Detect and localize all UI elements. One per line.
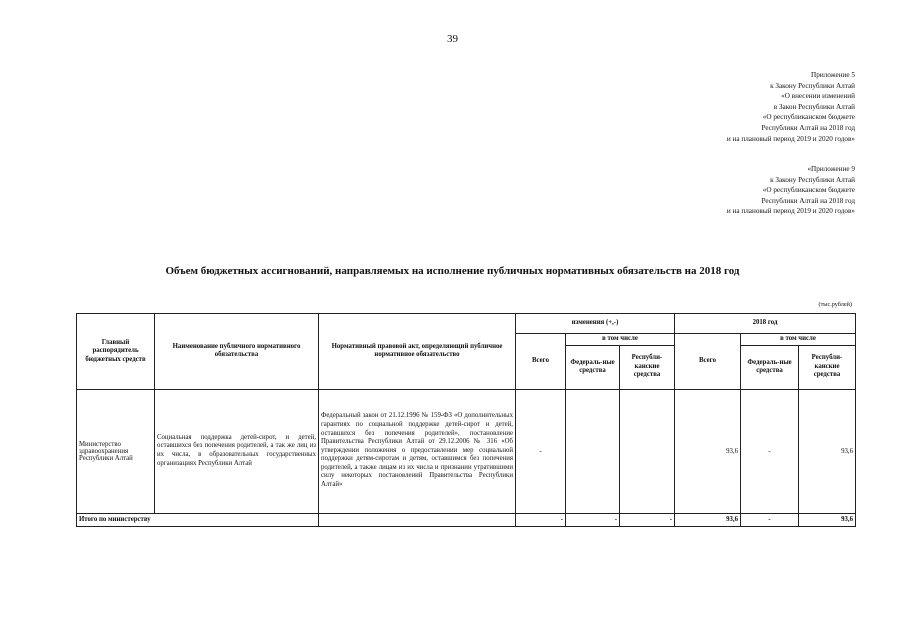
header-year-federal: Федераль-ные средства (741, 345, 799, 389)
page-number: 39 (447, 33, 458, 45)
header-changes-republic: Республи-канские средства (620, 345, 675, 389)
total-label: Итого по министерству (77, 513, 319, 526)
appendix-line: к Закону Республики Алтай (770, 81, 855, 90)
appendix-line: «О республиканском бюджете (762, 186, 855, 195)
header-manager: Главный распорядитель бюджетных средств (77, 314, 155, 390)
appendix-current-header (727, 70, 855, 144)
appendix-line: и на плановый период 2019 и 2020 годов» (726, 207, 855, 216)
total-act-empty (319, 513, 516, 526)
cell-act: Федеральный закон от 21.12.1996 № 159-ФЗ «О дополнительных гарантиях по социальной поддержке детей-сирот и детей, оставшихся без попечения родителей», постановление Правительства Республики Алтай от 29.12.2006 № 316 «Об утверждении положения о предоставлении мер социальной поддержки детям-сиротам и детям, оставшимся без попечения родителей, а также лицам из их числа и признании утратившими силу некоторых постановлений Правительства Республики Алтай» (319, 389, 516, 513)
appendix-line: «О республиканском бюджете (762, 113, 855, 122)
total-changes-total: - (516, 513, 566, 526)
header-changes-including: в том числе (566, 334, 675, 346)
cell-year-republic: 93,6 (799, 389, 856, 513)
appendix-line: Приложение 5 (811, 71, 855, 79)
cell-manager: Министерство здравоохранения Республики Алтай (77, 389, 155, 513)
appendix-line: в Закон Республики Алтай (773, 102, 855, 111)
header-changes: изменения (+,-) (516, 314, 675, 334)
total-year-republic: 93,6 (799, 513, 856, 526)
header-year-republic: Республи-канские средства (799, 345, 856, 389)
cell-year-total: 93,6 (675, 389, 741, 513)
appendix-line: и на плановый период 2019 и 2020 годов» (726, 134, 855, 143)
appendix-line: Республики Алтай на 2018 год (761, 196, 855, 205)
total-year-total: 93,6 (675, 513, 741, 526)
header-year-including: в том числе (741, 334, 856, 346)
appropriations-table (76, 313, 856, 527)
header-year: 2018 год (675, 314, 856, 334)
header-year-total: Всего (675, 334, 741, 390)
header-obligation: Наименование публичного нормативного обязательства (155, 314, 319, 390)
header-changes-federal: Федераль-ные средства (566, 345, 620, 389)
cell-obligation: Социальная поддержка детей-сирот, и детей, оставшихся без попечения родителей, а так же лиц из их числа, в образовательных государственных организациях Республики Алтай (155, 389, 319, 513)
appendix-line: к Закону Республики Алтай (770, 175, 855, 184)
cell-changes-republic (620, 389, 675, 513)
header-changes-total: Всего (516, 334, 566, 390)
appendix-original-header (727, 164, 855, 217)
header-act: Нормативный правовой акт, определяющий публичное нормативное обязательство (319, 314, 516, 390)
appendix-line: Республики Алтай на 2018 год (761, 123, 855, 132)
total-year-federal: - (741, 513, 799, 526)
document-title: Объем бюджетных ассигнований, направляемых на исполнение публичных нормативных обязательств на 2018 год (165, 265, 740, 277)
appendix-line: «О внесении изменений (781, 92, 855, 101)
total-row (77, 513, 856, 526)
total-changes-federal: - (566, 513, 620, 526)
cell-changes-total: - (516, 389, 566, 513)
cell-changes-federal (566, 389, 620, 513)
unit-note: (тыс.рублей) (818, 301, 852, 308)
cell-year-federal: - (741, 389, 799, 513)
total-changes-republic: - (620, 513, 675, 526)
appendix-line: «Приложение 9 (807, 165, 855, 173)
